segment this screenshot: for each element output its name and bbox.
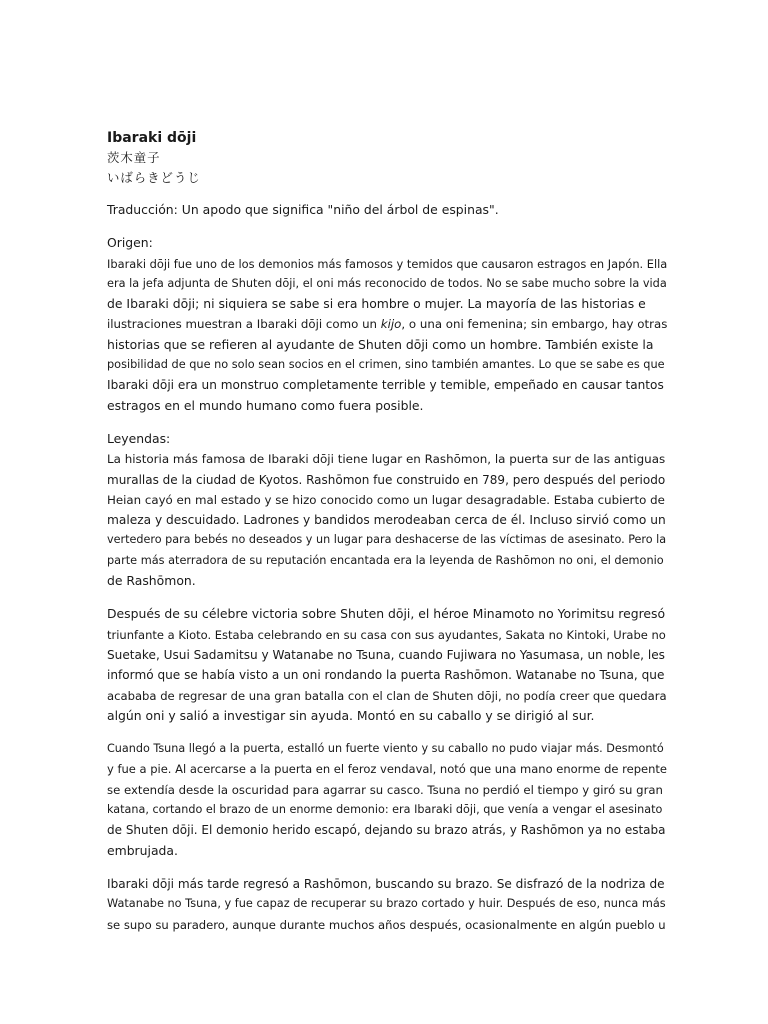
text-line: Watanabe no Tsuna, y fue capaz de recuperar su brazo cortado y huir. Después de eso, nunca más [107,897,666,911]
text-line: triunfante a Kioto. Estaba celebrando en su casa con sus ayudantes, Sakata no Kintoki, Urabe no [107,627,666,642]
legends-section [107,429,667,591]
title-kana: いばらきどうじ [107,170,201,185]
text-line: y fue a pie. Al acercarse a la puerta en el feroz vendaval, notó que una mano enorme de repente [107,762,667,777]
text-line: Heian cayó en mal estado y se hizo conocido como un lugar desagradable. Estaba cubierto de [107,492,665,507]
text-line: Después de su célebre victoria sobre Shuten dōji, el héroe Minamoto no Yorimitsu regresó [107,606,666,622]
text-line: murallas de la ciudad de Kyotos. Rashōmon fue construido en 789, pero después del periodo [107,472,666,487]
text-line-with-italic [107,314,667,334]
italic-term-kijo: kijo [380,317,402,332]
text-line: era la jefa adjunta de Shuten dōji, el oni más reconocido de todos. No se sabe mucho sobre la vida [107,276,667,290]
text-line: se supo su paradero, aunque durante muchos años después, ocasionalmente en algún pueblo u [107,917,666,932]
legend-paragraph-4 [107,874,667,935]
text-line: de Ibaraki dōji; ni siquiera se sabe si era hombre o mujer. La mayoría de las historias e [107,296,646,312]
text-line: de Rashōmon. [107,573,196,589]
origin-section [107,233,667,416]
text-line: algún oni y salió a investigar sin ayuda. Montó en su caballo y se dirigió al sur. [107,707,595,723]
text-line: informó que se había visto a un oni rondando la puerta Rashōmon. Watanabe no Tsuna, que [107,668,665,683]
text-segment: ilustraciones muestran a Ibaraki dōji como un [107,317,381,332]
text-line: embrujada. [107,842,178,858]
text-line: Ibaraki dōji más tarde regresó a Rashōmon, buscando su brazo. Se disfrazó de la nodriza de [107,876,665,891]
text-line: katana, cortando el brazo de un enorme demonio: era Ibaraki dōji, que venía a vengar el asesinato [107,803,663,817]
text-line: Suetake, Usui Sadamitsu y Watanabe no Tsuna, cuando Fujiwara no Yasumasa, un noble, les [107,647,665,662]
text-line: historias que se refieren al ayudante de Shuten dōji como un hombre. También existe la [107,336,654,352]
text-line: parte más aterradora de su reputación encantada era la leyenda de Rashōmon no oni, el demonio [107,553,664,567]
legend-paragraph-2 [107,604,667,726]
text-line: Cuando Tsuna llegó a la puerta, estalló un fuerte viento y su caballo no pudo viajar más. Desmontó [107,742,664,756]
text-line: Ibaraki dōji era un monstruo completamente terrible y temible, empeñado en causar tantos [107,378,664,393]
text-line: de Shuten dōji. El demonio herido escapó, dejando su brazo atrás, y Rashōmon ya no estaba [107,823,666,838]
text-line: se extendía desde la oscuridad para agarrar su casco. Tsuna no perdió el tiempo y giró su gran [107,782,663,797]
text-line: Ibaraki dōji fue uno de los demonios más famosos y temidos que causaron estragos en Japón. Ella [107,256,668,271]
title-kanji: 茨木童子 [107,150,161,165]
text-line: acababa de regresar de una gran batalla con el clan de Shuten dōji, no podía creer que quedara [107,688,667,703]
text-line: La historia más famosa de Ibaraki dōji tiene lugar en Rashōmon, la puerta sur de las antiguas [107,452,666,467]
text-line: posibilidad de que no solo sean socios en el crimen, sino también amantes. Lo que se sabe es que [107,358,665,372]
text-line: vertedero para bebés no deseados y un lugar para deshacerse de las víctimas de asesinato. Pero la [107,533,667,547]
translation-line: Traducción: Un apodo que significa "niño del árbol de espinas". [107,202,499,217]
text-segment: , o una oni femenina; sin embargo, hay otras [401,317,668,332]
document-page [107,128,667,935]
document-title: Ibaraki dōji [107,130,197,146]
section-heading-origin: Origen: [107,235,153,251]
section-heading-legends: Leyendas: [107,430,171,446]
text-line: maleza y descuidado. Ladrones y bandidos merodeaban cerca de él. Incluso sirvió como un [107,513,666,528]
text-line: estragos en el mundo humano como fuera posible. [107,397,424,413]
legend-paragraph-3 [107,739,667,861]
